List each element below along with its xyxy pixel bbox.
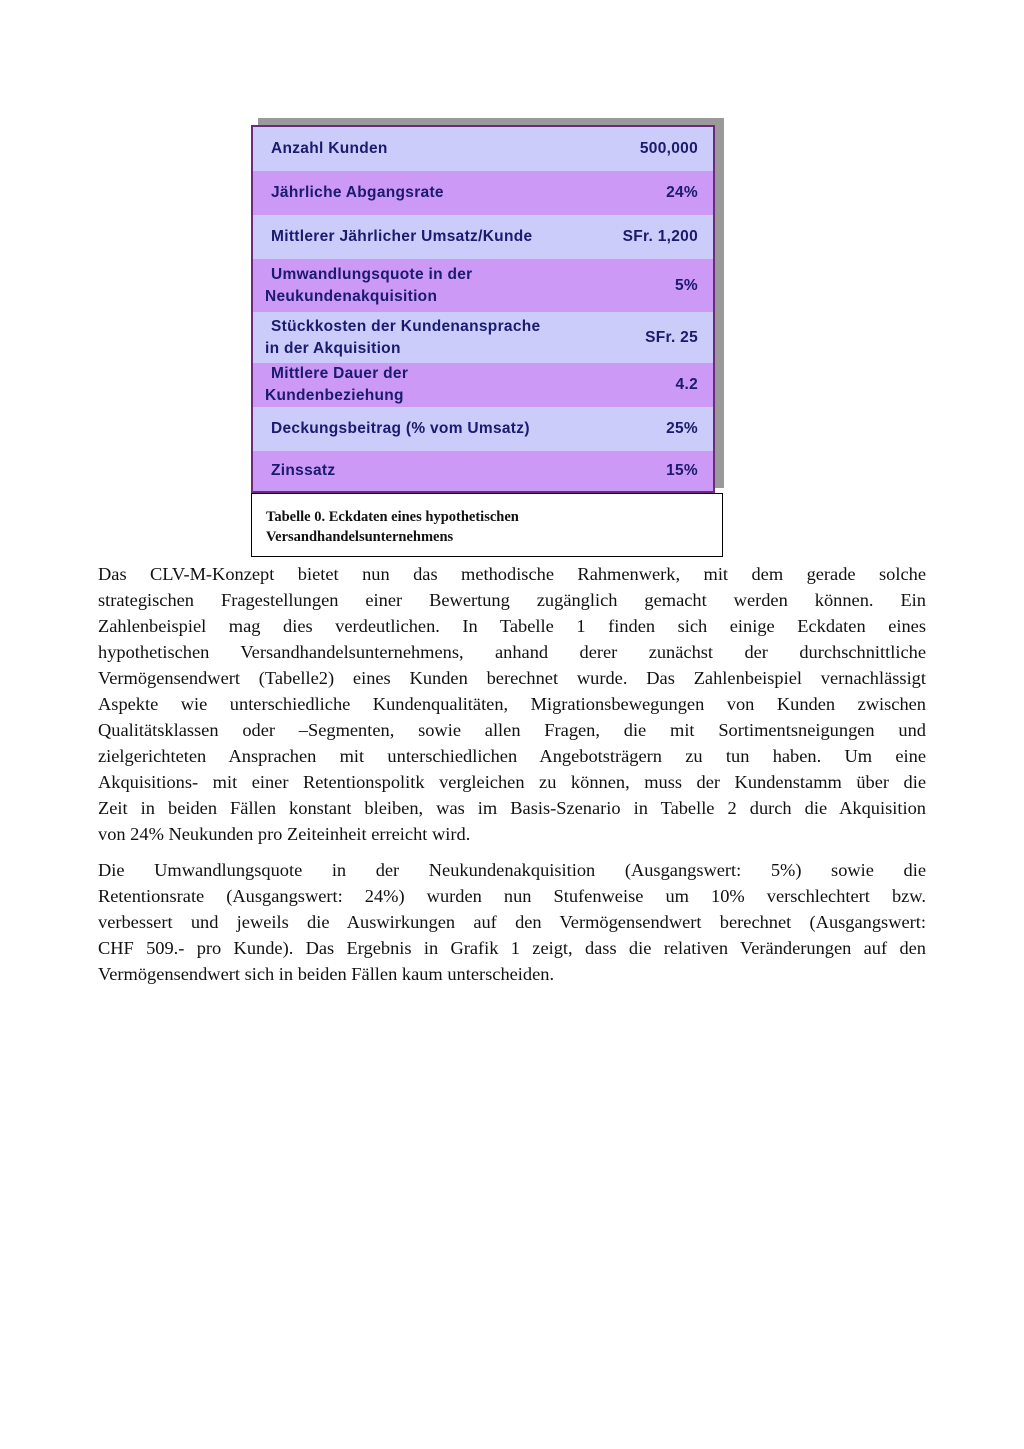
table-row bbox=[253, 171, 713, 215]
row-label-line: Kundenbeziehung bbox=[265, 387, 404, 404]
caption-line: Versandhandelsunternehmens bbox=[266, 529, 454, 545]
row-label bbox=[253, 316, 563, 360]
row-value: SFr. 25 bbox=[645, 328, 698, 346]
text-line: hypothetischen Versandhandelsunternehmens, anhand derer zunächst der durchschnittliche bbox=[98, 642, 926, 662]
text-line: Retentionsrate (Ausgangswert: 24%) wurden nun Stufenweise um 10% verschlechtert bzw. bbox=[98, 886, 926, 906]
row-value: SFr. 1,200 bbox=[622, 228, 698, 245]
row-label-line: Umwandlungsquote in der bbox=[271, 265, 473, 283]
table-row bbox=[253, 127, 713, 171]
row-label: Anzahl Kunden bbox=[271, 140, 388, 157]
table-row bbox=[253, 363, 713, 407]
row-value: 5% bbox=[674, 276, 698, 294]
table-row bbox=[253, 407, 713, 451]
table-caption bbox=[251, 493, 723, 557]
row-value: 500,000 bbox=[639, 140, 698, 157]
row-label-line: Neukundenakquisition bbox=[265, 287, 438, 305]
table-row bbox=[253, 312, 713, 363]
table-row bbox=[253, 259, 713, 312]
row-label: Zinssatz bbox=[271, 462, 336, 479]
text-line: Akquisitions- mit einer Retentionspolitk vergleichen zu können, muss der Kundenstamm über die bbox=[98, 772, 926, 792]
row-value: 4.2 bbox=[675, 376, 698, 393]
row-value: 24% bbox=[666, 184, 698, 201]
row-label: Jährliche Abgangsrate bbox=[271, 184, 444, 201]
text-line: Das CLV-M-Konzept bietet nun das methodische Rahmenwerk, mit dem gerade solche bbox=[98, 564, 926, 584]
row-label-line: in der Akquisition bbox=[265, 339, 401, 357]
text-line: strategischen Fragestellungen einer Bewertung zugänglich gemacht werden können. Ein bbox=[98, 590, 926, 610]
row-label: Deckungsbeitrag (% vom Umsatz) bbox=[271, 420, 530, 437]
body-paragraph bbox=[98, 561, 926, 847]
body-paragraph bbox=[98, 857, 926, 987]
text-line: von 24% Neukunden pro Zeiteinheit erreicht wird. bbox=[98, 824, 471, 844]
text-line: Vermögensendwert sich in beiden Fällen kaum unterscheiden. bbox=[98, 964, 555, 984]
caption-line: Tabelle 0. Eckdaten eines hypothetischen bbox=[266, 509, 519, 525]
text-line: zielgerichteten Ansprachen mit unterschiedlichen Angebotsträgern zu tun haben. Um eine bbox=[98, 746, 926, 766]
table-row bbox=[253, 215, 713, 259]
text-line: Zahlenbeispiel mag dies verdeutlichen. In Tabelle 1 finden sich einige Eckdaten eines bbox=[98, 616, 926, 636]
text-line: Vermögensendwert (Tabelle2) eines Kunden berechnet wurde. Das Zahlenbeispiel vernachlässigt bbox=[98, 668, 926, 688]
text-line: CHF 509.- pro Kunde). Das Ergebnis in Grafik 1 zeigt, dass die relativen Veränderungen auf den bbox=[98, 938, 926, 958]
text-line: Zeit in beiden Fällen konstant bleiben, was im Basis-Szenario in Tabelle 2 durch die Akquisition bbox=[98, 798, 926, 818]
text-line: verbessert und jeweils die Auswirkungen auf den Vermögensendwert berechnet (Ausgangswert: bbox=[98, 912, 926, 932]
text-line: Die Umwandlungsquote in der Neukundenakquisition (Ausgangswert: 5%) sowie die bbox=[98, 860, 926, 880]
row-label-line: Stückkosten der Kundenansprache bbox=[271, 317, 541, 335]
text-line: Qualitätsklassen oder –Segmenten, sowie allen Fragen, die mit Sortimentsneigungen und bbox=[98, 720, 926, 740]
table-row bbox=[253, 451, 713, 491]
row-label-line: Mittlere Dauer der bbox=[271, 365, 409, 382]
row-label bbox=[253, 363, 563, 407]
row-value: 25% bbox=[666, 420, 698, 437]
row-label: Mittlerer Jährlicher Umsatz/Kunde bbox=[271, 228, 533, 245]
key-data-table bbox=[251, 125, 715, 493]
row-label bbox=[253, 264, 563, 308]
text-line: Aspekte wie unterschiedliche Kundenqualitäten, Migrationsbewegungen von Kunden zwischen bbox=[98, 694, 926, 714]
row-value: 15% bbox=[666, 462, 698, 479]
